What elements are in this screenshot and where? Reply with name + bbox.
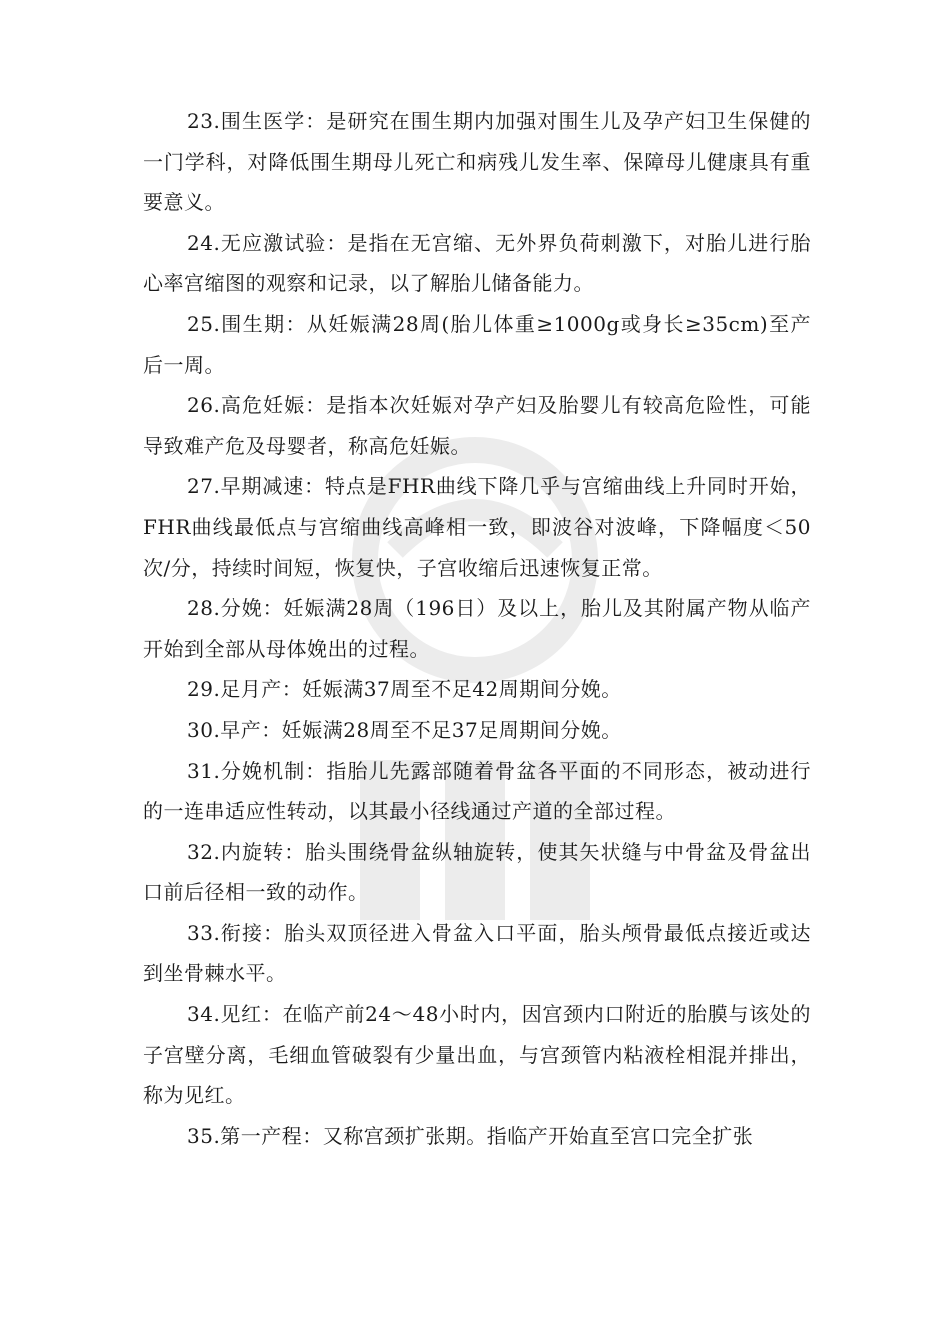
glossary-entry-32: 32.内旋转：胎头围绕骨盆纵轴旋转，使其矢状缝与中骨盆及骨盆出口前后径相一致的动作。 [143, 839, 811, 905]
glossary-entry-31: 31.分娩机制：指胎儿先露部随着骨盆各平面的不同形态，被动进行的一连串适应性转动，以其最小径线通过产道的全部过程。 [143, 758, 811, 824]
glossary-entry-27: 27.早期减速：特点是FHR曲线下降几乎与宫缩曲线上升同时开始，FHR曲线最低点与宫缩曲线高峰相一致，即波谷对波峰，下降幅度＜50次/分，持续时间短，恢复快，子宫收缩后迅速恢复正常。 [143, 474, 811, 580]
glossary-entry-34: 34.见红：在临产前24～48小时内，因宫颈内口附近的胎膜与该处的子宫壁分离，毛细血管破裂有少量出血，与宫颈管内粘液栓相混并排出，称为见红。 [143, 1002, 811, 1108]
glossary-entry-23: 23.围生医学：是研究在围生期内加强对围生儿及孕产妇卫生保健的一门学科，对降低围生期母儿死亡和病残儿发生率、保障母儿健康具有重要意义。 [143, 109, 811, 215]
glossary-entry-26: 26.高危妊娠：是指本次妊娠对孕产妇及胎婴儿有较高危险性，可能导致难产危及母婴者，称高危妊娠。 [143, 393, 811, 458]
glossary-entry-30: 30.早产：妊娠满28周至不足37足周期间分娩。 [187, 717, 622, 742]
document-body [143, 101, 811, 1156]
glossary-entry-35: 35.第一产程：又称宫颈扩张期。指临产开始直至宫口完全扩张 [187, 1123, 754, 1148]
glossary-entry-33: 33.衔接：胎头双顶径进入骨盆入口平面，胎头颅骨最低点接近或达到坐骨棘水平。 [143, 920, 811, 986]
glossary-entry-24: 24.无应激试验：是指在无宫缩、无外界负荷刺激下，对胎儿进行胎心率宫缩图的观察和记录，以了解胎儿储备能力。 [143, 230, 811, 296]
glossary-entry-29: 29.足月产：妊娠满37周至不足42周期间分娩。 [187, 677, 622, 702]
glossary-entry-25: 25.围生期：从妊娠满28周(胎儿体重≥1000g或身长≥35cm)至产后一周。 [143, 311, 811, 377]
glossary-entry-28: 28.分娩：妊娠满28周（196日）及以上，胎儿及其附属产物从临产开始到全部从母体娩出的过程。 [143, 596, 811, 661]
